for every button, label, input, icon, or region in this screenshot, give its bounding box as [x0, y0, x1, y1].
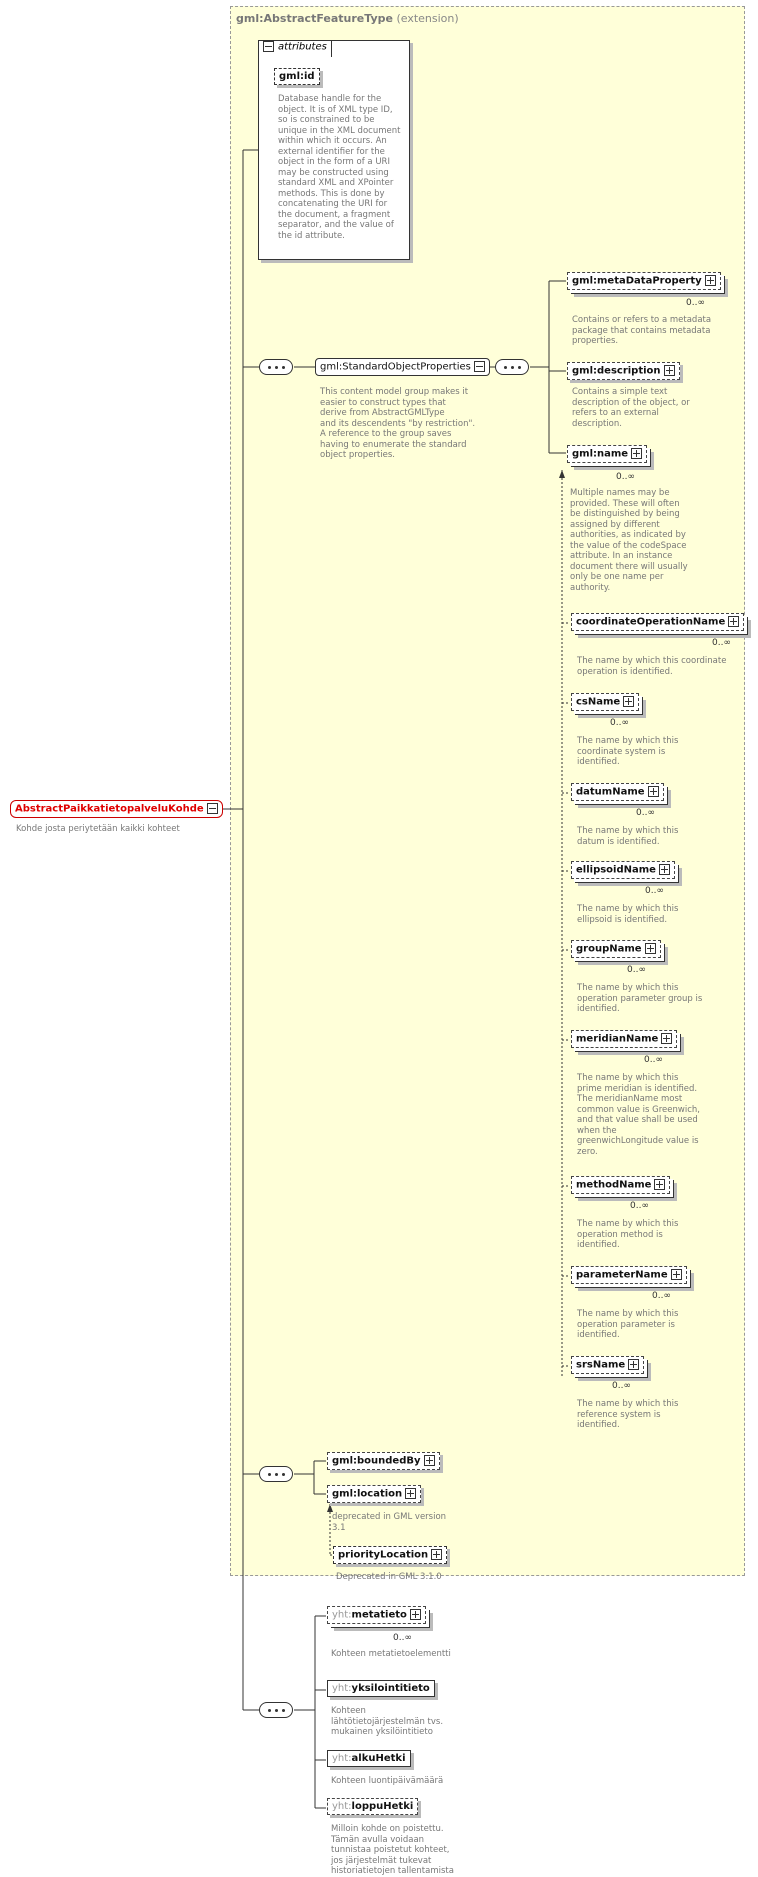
element-ellipsoidname[interactable]: ellipsoidName — [571, 861, 675, 879]
doc-line: concatenating the URI for — [278, 199, 388, 209]
element-srsname[interactable]: srsName — [571, 1356, 644, 1374]
doc-line: historiatietojen tallentamista — [331, 1866, 454, 1876]
cardinality: 0..∞ — [393, 1633, 412, 1643]
doc-line: having to enumerate the standard — [320, 439, 467, 450]
doc-line: separator, and the value of — [278, 220, 394, 230]
collapse-icon[interactable] — [474, 361, 485, 372]
element-doc — [577, 904, 678, 925]
doc-line: Tämän avulla voidaan — [331, 1834, 425, 1845]
root-element[interactable]: AbstractPaikkatietopalveluKohde — [10, 800, 223, 818]
doc-line: The name by which this — [577, 904, 679, 914]
element-csname[interactable]: csName — [571, 693, 639, 711]
doc-line: standard XML and XPointer — [278, 178, 394, 188]
doc-line: object in the form of a URI — [278, 157, 390, 167]
doc-line: The name by which this coordinate — [577, 656, 727, 666]
doc-line: The name by which this — [577, 1073, 679, 1083]
expand-icon[interactable] — [628, 1359, 639, 1370]
doc-line: when the — [577, 1125, 617, 1136]
doc-line: Database handle for the — [278, 94, 382, 104]
element-groupname[interactable]: groupName — [571, 940, 661, 958]
doc-line: provided. These will often — [570, 498, 680, 509]
doc-line: The name by which this — [577, 1309, 679, 1319]
doc-line: be distinguished by being — [570, 509, 680, 519]
element-meridianname[interactable]: meridianName — [571, 1030, 677, 1048]
location-doc — [332, 1512, 446, 1533]
cardinality: 0..∞ — [616, 472, 635, 482]
doc-line: identified. — [577, 757, 620, 767]
doc-line: common value is Greenwich, — [577, 1104, 700, 1115]
group-standard-object-properties[interactable]: gml:StandardObjectProperties — [315, 358, 490, 376]
cardinality: 0..∞ — [612, 1381, 631, 1391]
doc-line: The name by which this — [577, 1399, 679, 1409]
expand-icon[interactable] — [645, 943, 656, 954]
cardinality: 0..∞ — [686, 298, 705, 308]
expand-icon[interactable] — [431, 1549, 442, 1560]
doc-line: operation is identified. — [577, 666, 673, 677]
attribute-gml-id[interactable]: gml:id — [274, 68, 320, 85]
group-doc — [320, 387, 475, 461]
doc-line: easier to construct types that — [320, 397, 446, 408]
doc-line: The meridianName most — [577, 1094, 683, 1104]
doc-line: identified. — [577, 1240, 620, 1250]
doc-line: authorities, as indicated by — [570, 530, 686, 540]
element-doc: Kohteen metatietoelementti — [331, 1649, 451, 1659]
doc-line: derive from AbstractGMLType — [320, 408, 445, 418]
expand-icon[interactable] — [410, 1609, 421, 1620]
expand-icon[interactable] — [405, 1488, 416, 1499]
doc-line: the id attribute. — [278, 230, 345, 241]
doc-line: A reference to the group saves — [320, 429, 452, 439]
element-doc — [331, 1824, 454, 1877]
expand-icon[interactable] — [705, 275, 716, 286]
collapse-icon[interactable] — [207, 803, 218, 814]
doc-line: datum is identified. — [577, 836, 660, 847]
element-priority-location[interactable]: priorityLocation — [333, 1546, 447, 1564]
doc-line: external identifier for the — [278, 146, 385, 157]
doc-line: Multiple names may be — [570, 488, 670, 498]
cardinality: 0..∞ — [712, 638, 731, 648]
element-yht-alkuhetki[interactable]: yht:alkuHetki — [327, 1750, 411, 1767]
element-doc — [570, 488, 688, 593]
expand-icon[interactable] — [623, 696, 634, 707]
doc-line: and its descendents "by restriction". — [320, 418, 476, 429]
doc-line: deprecated in GML version — [332, 1512, 447, 1522]
doc-line: The name by which this — [577, 983, 679, 993]
doc-line: so is constrained to be — [278, 115, 375, 125]
doc-line: object. It is of XML type ID, — [278, 104, 393, 115]
element-gml-location[interactable]: gml:location — [327, 1485, 421, 1503]
doc-line: Contains a simple text — [572, 387, 668, 397]
sequence-node — [495, 359, 529, 375]
element-doc — [572, 315, 711, 347]
doc-line: package that contains metadata — [572, 325, 711, 336]
attributes-tab[interactable]: attributes — [258, 40, 332, 57]
element-yht-yksilointitieto[interactable]: yht:yksilointitieto — [327, 1680, 435, 1697]
cardinality: 0..∞ — [610, 718, 629, 728]
priority-doc: Deprecated in GML 3.1.0 — [336, 1572, 442, 1582]
doc-line: operation parameter is — [577, 1319, 675, 1330]
cardinality: 0..∞ — [652, 1291, 671, 1301]
element-doc — [577, 656, 726, 677]
doc-line: jos järjestelmät tukevat — [331, 1855, 432, 1866]
doc-line: assigned by different — [570, 519, 660, 530]
expand-icon[interactable] — [664, 365, 675, 376]
doc-line: refers to an external — [572, 408, 659, 418]
expand-icon[interactable] — [661, 1033, 672, 1044]
element-yht-metatieto[interactable]: yht:metatieto — [327, 1606, 426, 1624]
doc-line: properties. — [572, 336, 619, 346]
element-methodname[interactable]: methodName — [571, 1176, 670, 1194]
doc-line: ellipsoid is identified. — [577, 914, 668, 925]
doc-line: prime meridian is identified. — [577, 1083, 698, 1094]
element-datumname[interactable]: datumName — [571, 783, 664, 801]
element-gml-boundedby[interactable]: gml:boundedBy — [327, 1452, 440, 1470]
doc-line: Kohteen — [331, 1706, 366, 1716]
element-doc — [577, 1219, 678, 1251]
extension-title: gml:AbstractFeatureType (extension) — [236, 12, 459, 25]
doc-line: the document, a fragment — [278, 209, 391, 220]
doc-line: coordinate system is — [577, 746, 666, 757]
doc-line: reference system is — [577, 1409, 661, 1420]
doc-line: description. — [572, 418, 622, 429]
element-gml-name[interactable]: gml:name — [567, 445, 647, 463]
doc-line: lähtötietojärjestelmän tvs. — [331, 1716, 444, 1727]
element-doc — [577, 1073, 700, 1157]
doc-line: description of the object, or — [572, 397, 690, 408]
element-doc — [331, 1706, 443, 1738]
doc-line: the value of the codeSpace — [570, 540, 687, 551]
doc-line: 3.1 — [332, 1522, 346, 1533]
doc-line: only be one name per — [570, 572, 664, 582]
doc-line: may be constructed using — [278, 167, 389, 178]
element-doc — [572, 387, 690, 429]
doc-line: methods. This is done by — [278, 188, 385, 199]
element-doc: Kohteen luontipäivämäärä — [331, 1776, 444, 1786]
doc-line: This content model group makes it — [320, 387, 469, 397]
expand-icon[interactable] — [671, 1269, 682, 1280]
doc-line: authority. — [570, 582, 611, 593]
cardinality: 0..∞ — [630, 1201, 649, 1211]
expand-icon[interactable] — [648, 786, 659, 797]
element-doc — [577, 1399, 678, 1431]
cardinality: 0..∞ — [627, 965, 646, 975]
expand-icon[interactable] — [424, 1455, 435, 1466]
doc-line: object properties. — [320, 450, 395, 460]
doc-line: within which it occurs. An — [278, 136, 387, 146]
expand-icon[interactable] — [631, 448, 642, 459]
doc-line: identified. — [577, 1330, 620, 1340]
root-doc: Kohde josta periytetään kaikki kohteet — [16, 824, 180, 834]
sequence-node — [259, 359, 293, 375]
expand-icon[interactable] — [654, 1179, 665, 1190]
cardinality: 0..∞ — [644, 1055, 663, 1065]
collapse-icon[interactable] — [263, 41, 274, 52]
doc-line: zero. — [577, 1146, 598, 1157]
doc-line: and that value shall be used — [577, 1115, 698, 1125]
element-yht-loppuhetki[interactable]: yht:loppuHetki — [327, 1798, 418, 1815]
doc-line: The name by which this — [577, 826, 679, 836]
element-doc — [577, 736, 678, 768]
element-doc — [577, 826, 678, 847]
doc-line: identified. — [577, 1004, 620, 1014]
sequence-node — [259, 1702, 293, 1718]
element-doc — [577, 1309, 678, 1341]
cardinality: 0..∞ — [636, 808, 655, 818]
doc-line: Milloin kohde on poistettu. — [331, 1824, 444, 1834]
sequence-node — [259, 1466, 293, 1482]
doc-line: greenwichLongitude value is — [577, 1136, 699, 1146]
attribute-doc — [278, 94, 400, 241]
cardinality: 0..∞ — [645, 886, 664, 896]
element-coordinateoperationname[interactable]: coordinateOperationName — [571, 613, 744, 631]
doc-line: attribute. In an instance — [570, 551, 673, 561]
element-doc — [577, 983, 702, 1015]
doc-line: The name by which this — [577, 736, 679, 746]
doc-line: unique in the XML document — [278, 125, 401, 136]
element-parametername[interactable]: parameterName — [571, 1266, 687, 1284]
doc-line: identified. — [577, 1420, 620, 1430]
doc-line: The name by which this — [577, 1219, 679, 1229]
expand-icon[interactable] — [728, 616, 739, 627]
doc-line: operation method is — [577, 1229, 663, 1240]
element-gml-description[interactable]: gml:description — [567, 362, 680, 380]
expand-icon[interactable] — [659, 864, 670, 875]
doc-line: operation parameter group is — [577, 993, 703, 1004]
doc-line: Contains or refers to a metadata — [572, 315, 712, 325]
doc-line: document there will usually — [570, 561, 688, 572]
doc-line: mukainen yksilöintitieto — [331, 1727, 433, 1737]
doc-line: tunnistaa poistetut kohteet, — [331, 1845, 450, 1855]
element-gml-metadataproperty[interactable]: gml:metaDataProperty — [567, 272, 721, 290]
